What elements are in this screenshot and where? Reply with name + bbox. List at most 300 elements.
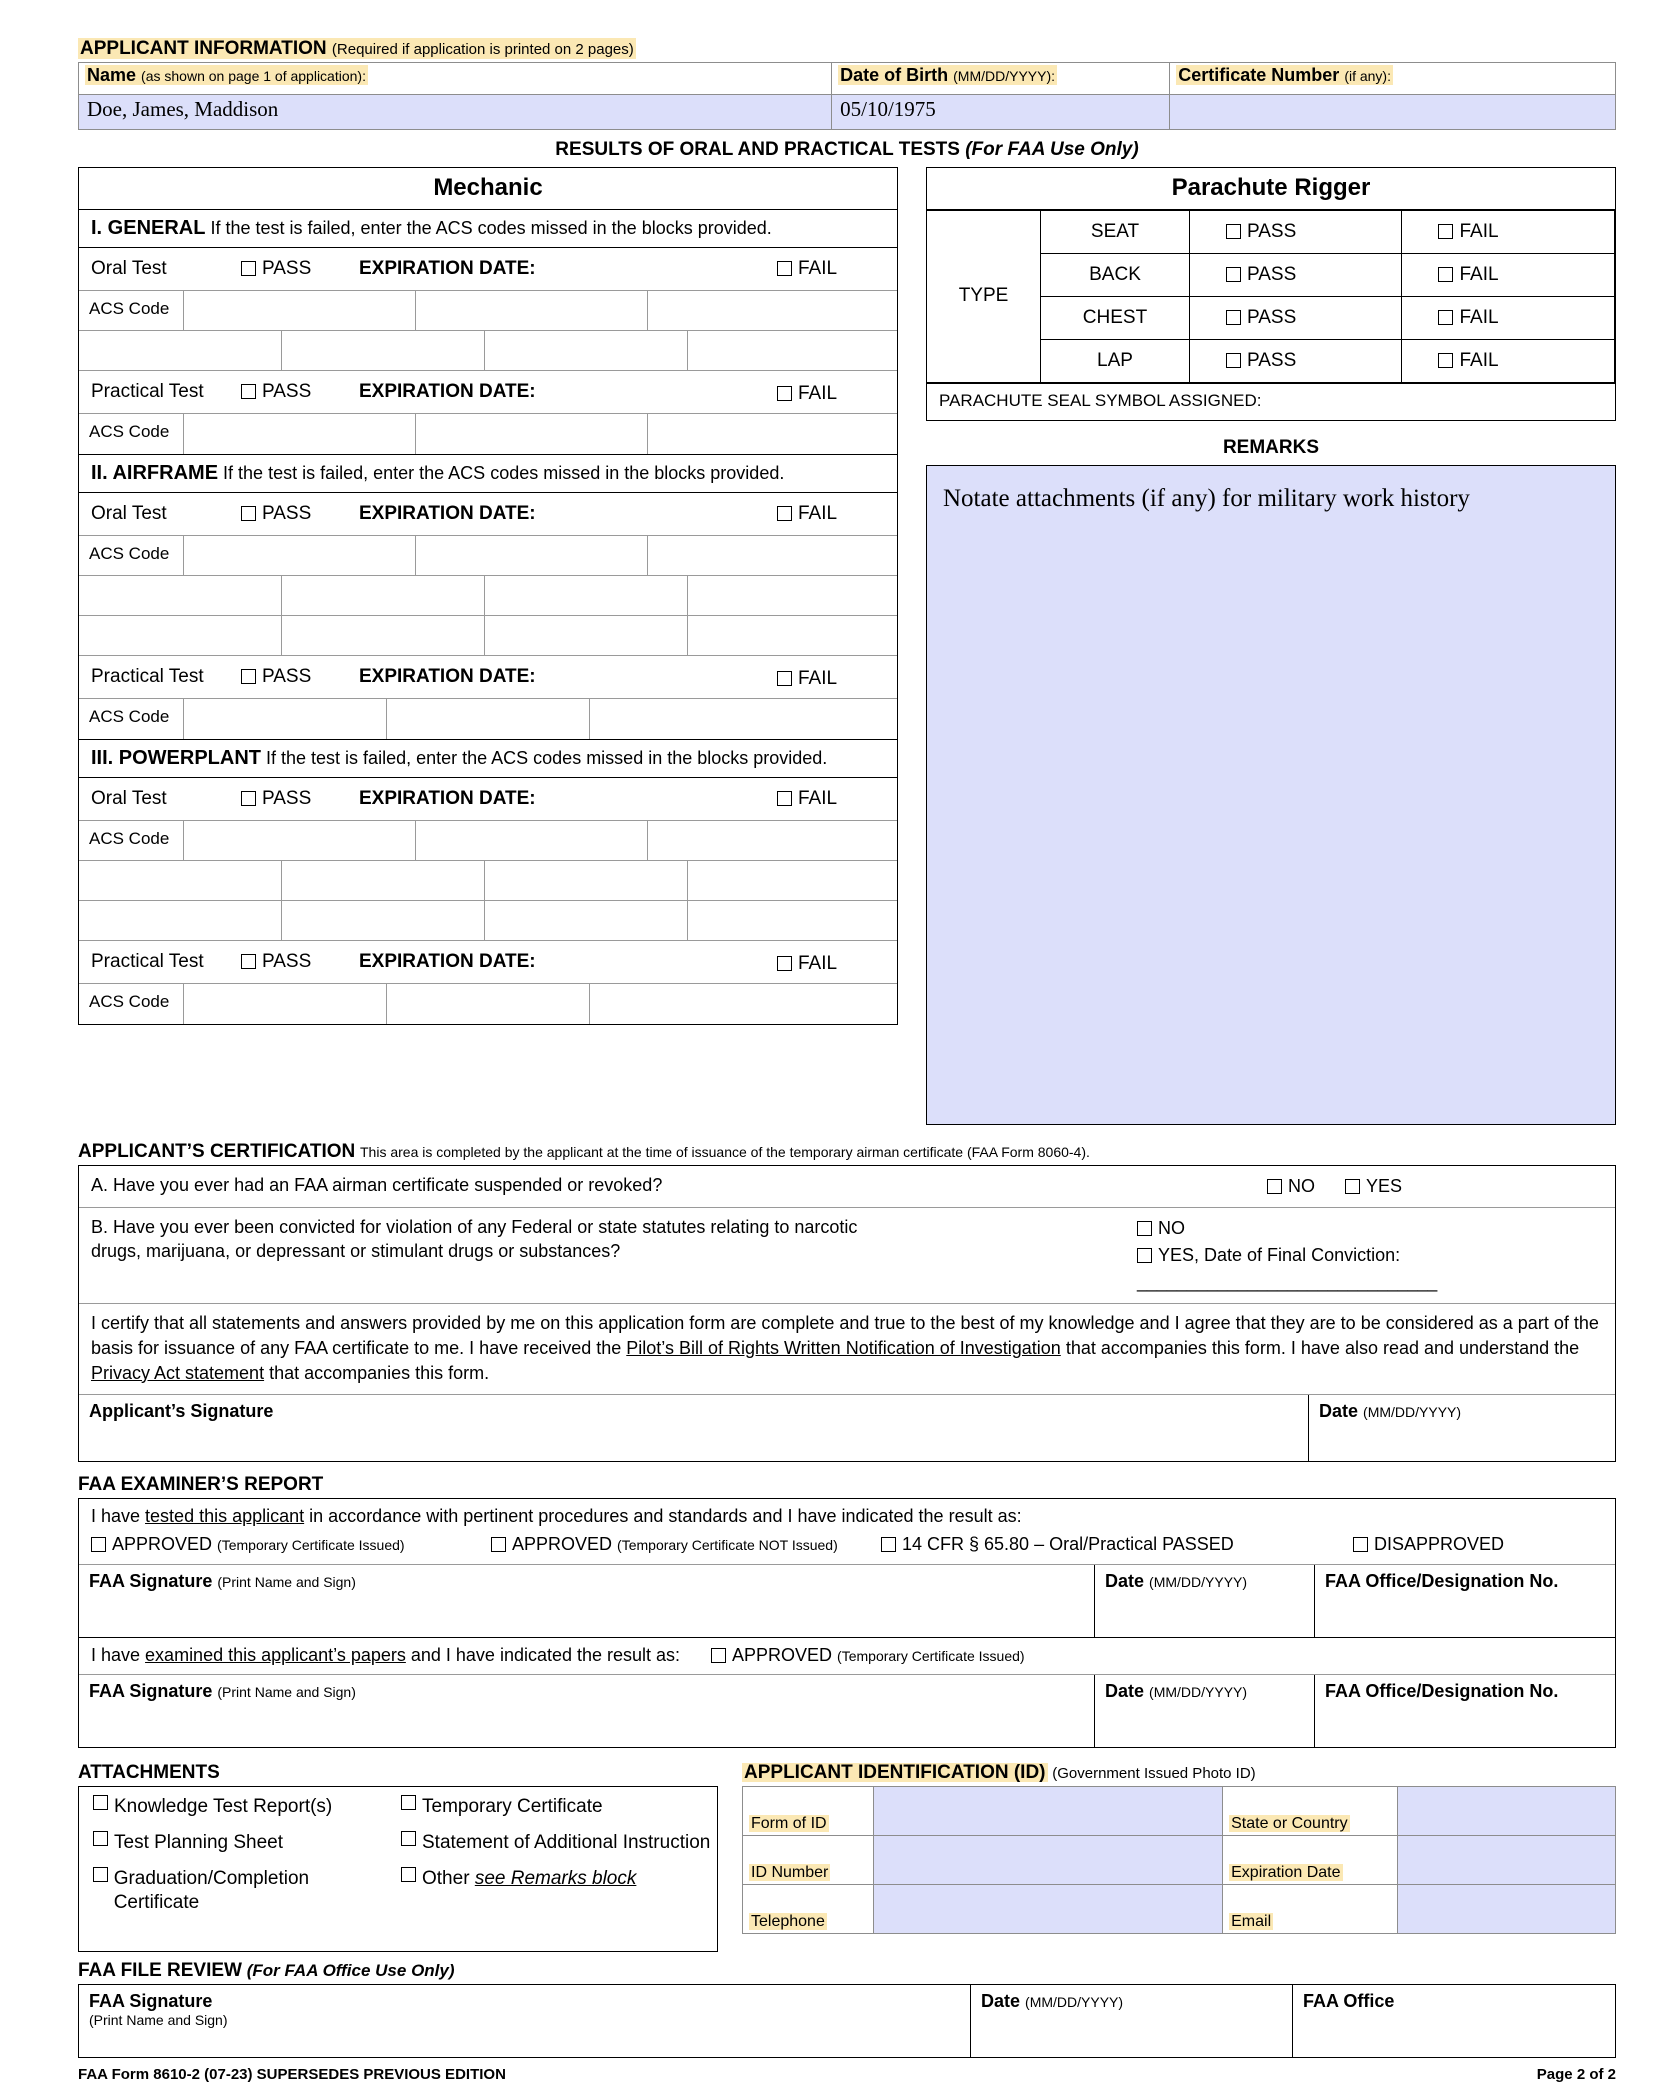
general-oral-pass-checkbox[interactable] <box>241 261 256 276</box>
telephone-label: Telephone <box>751 1913 825 1931</box>
examined-papers-link[interactable]: examined this applicant’s papers <box>145 1645 406 1666</box>
attachments-left-column <box>79 1795 393 1943</box>
airframe-oral-label: Oral Test <box>91 502 167 524</box>
examined-approved-note: (Temporary Certificate Issued) <box>837 1648 1025 1665</box>
examiner-examined-statement-row <box>79 1638 1615 1675</box>
general-oral-acs-row-1 <box>79 291 897 331</box>
airframe-practical-expiration-label: EXPIRATION DATE: <box>359 665 536 687</box>
powerplant-practical-pass-label: PASS <box>262 950 312 972</box>
attachments-column <box>78 1762 718 1952</box>
mechanic-section-powerplant-header <box>79 739 897 778</box>
powerplant-practical-acs-row-1 <box>79 984 897 1024</box>
general-oral-acs-row-2 <box>79 331 897 371</box>
section-powerplant-desc: If the test is failed, enter the ACS codes missed in the blocks provided. <box>266 747 828 768</box>
attachment-other[interactable] <box>401 1867 717 1891</box>
mechanic-section-airframe-header <box>79 454 897 493</box>
dob-label-cell <box>832 62 1170 94</box>
lap-fail-label: FAIL <box>1459 349 1499 371</box>
acs-code-cell[interactable] <box>648 414 897 454</box>
state-or-country-label: State or Country <box>1231 1815 1348 1833</box>
acs-code-cell[interactable] <box>688 576 897 616</box>
results-title <box>78 139 1616 161</box>
chest-pass-cell[interactable] <box>1190 296 1402 339</box>
powerplant-oral-expiration-label: EXPIRATION DATE: <box>359 787 536 809</box>
powerplant-practical-pass-checkbox[interactable] <box>241 954 256 969</box>
remarks-textarea[interactable]: Notate attachments (if any) for military work history <box>926 465 1616 1125</box>
dob-label: Date of Birth <box>840 64 949 85</box>
results-title-text: RESULTS OF ORAL AND PRACTICAL TESTS <box>555 138 960 160</box>
examiner-signature-field-1[interactable] <box>79 1565 1095 1637</box>
section-general-number: I. GENERAL <box>91 216 206 239</box>
faa-examiner-report-label: FAA EXAMINER’S REPORT <box>78 1474 324 1496</box>
examiner-examined-post: and I have indicated the result as: <box>405 1645 681 1666</box>
see-remarks-block-link[interactable]: see Remarks block <box>474 1867 637 1889</box>
powerplant-oral-pass-checkbox[interactable] <box>241 791 256 806</box>
examiner-option-approved-not-issued[interactable] <box>491 1534 881 1555</box>
acs-code-label: ACS Code <box>79 414 184 454</box>
examiner-signature-note-2: (Print Name and Sign) <box>217 1684 356 1701</box>
acs-code-cell[interactable] <box>485 901 688 941</box>
acs-code-cell[interactable] <box>688 901 897 941</box>
test-planning-sheet-label: Test Planning Sheet <box>114 1832 284 1854</box>
acs-code-cell[interactable] <box>184 699 387 739</box>
chest-fail-cell[interactable] <box>1402 296 1614 339</box>
attachment-statement-additional-instruction[interactable] <box>401 1831 717 1855</box>
id-number-label: ID Number <box>751 1864 829 1882</box>
applicant-date-label: Date <box>1319 1401 1359 1422</box>
section-airframe-number: II. AIRFRAME <box>91 461 219 484</box>
applicant-certification-box <box>78 1165 1616 1462</box>
applicant-information-label: APPLICANT INFORMATION <box>80 38 327 59</box>
airframe-oral-pass-checkbox[interactable] <box>241 506 256 521</box>
attachments-and-id-section <box>78 1762 1616 1952</box>
examiner-signature-label-1: FAA Signature <box>89 1571 213 1592</box>
examined-approved-label: APPROVED <box>732 1645 833 1666</box>
table-row <box>927 210 1614 253</box>
form-of-id-label: Form of ID <box>751 1815 827 1833</box>
lap-fail-checkbox[interactable] <box>1438 353 1453 368</box>
airframe-practical-pass-label: PASS <box>262 665 312 687</box>
examiner-examined-pre: I have <box>91 1645 146 1666</box>
parachute-type-label: TYPE <box>927 210 1041 382</box>
question-b-no-checkbox[interactable] <box>1137 1221 1152 1236</box>
faa-file-review-label: FAA FILE REVIEW <box>78 1960 242 1982</box>
right-column <box>926 167 1616 1125</box>
faa-examiner-report-section <box>78 1474 1616 1748</box>
acs-code-cell[interactable] <box>184 291 416 331</box>
name-input[interactable]: Doe, James, Maddison <box>79 94 832 129</box>
acs-code-cell[interactable] <box>79 331 282 371</box>
seat-fail-checkbox[interactable] <box>1438 224 1453 239</box>
applicant-certification-section <box>78 1141 1616 1462</box>
name-label-cell <box>79 62 832 94</box>
acs-code-label: ACS Code <box>79 536 184 576</box>
powerplant-oral-acs-row-1 <box>79 821 897 861</box>
acs-code-cell[interactable] <box>416 821 648 861</box>
acs-code-cell[interactable] <box>688 331 897 371</box>
examiner-signature-note-1: (Print Name and Sign) <box>217 1574 356 1591</box>
temporary-certificate-checkbox[interactable] <box>401 1795 416 1810</box>
acs-code-label: ACS Code <box>79 291 184 331</box>
back-pass-checkbox[interactable] <box>1226 267 1241 282</box>
other-attachment-checkbox[interactable] <box>401 1867 416 1882</box>
approved-issued-checkbox[interactable] <box>91 1537 106 1552</box>
examiner-office-label-1: FAA Office/Designation No. <box>1325 1571 1559 1592</box>
certification-statement-part2: that accompanies this form. I have also read and understand the <box>1060 1337 1580 1358</box>
powerplant-oral-label: Oral Test <box>91 787 167 809</box>
applicant-identification-heading <box>742 1762 1616 1784</box>
section-general-desc: If the test is failed, enter the ACS codes missed in the blocks provided. <box>210 217 772 238</box>
acs-code-cell[interactable] <box>485 331 688 371</box>
question-a-yes-label: YES <box>1366 1175 1403 1196</box>
faa-file-review-heading <box>78 1960 1616 1982</box>
form-identifier: FAA Form 8610-2 (07-23) SUPERSEDES PREVIOUS EDITION <box>78 2066 506 2084</box>
airframe-practical-fail-label: FAIL <box>798 667 838 689</box>
acs-code-cell[interactable] <box>416 414 648 454</box>
graduation-certificate-checkbox[interactable] <box>93 1867 108 1882</box>
statement-additional-instruction-label: Statement of Additional Instruction <box>422 1832 711 1854</box>
examiner-option-disapproved[interactable] <box>1353 1534 1603 1555</box>
powerplant-oral-acs-row-2 <box>79 861 897 901</box>
form-of-id-label-cell <box>743 1787 874 1836</box>
approved-not-issued-label: APPROVED <box>512 1534 613 1555</box>
cfr-passed-checkbox[interactable] <box>881 1537 896 1552</box>
powerplant-oral-test-row <box>79 778 897 821</box>
results-section <box>78 167 1616 1125</box>
general-practical-fail-label: FAIL <box>798 382 838 404</box>
certification-question-b-text <box>91 1215 1127 1296</box>
acs-code-cell[interactable] <box>184 821 416 861</box>
file-review-office-label: FAA Office <box>1303 1991 1395 2012</box>
certification-statement-part3: that accompanies this form. <box>264 1362 490 1383</box>
general-practical-label: Practical Test <box>91 380 204 402</box>
general-practical-test-row <box>79 371 897 414</box>
email-label-cell <box>1223 1885 1398 1934</box>
applicant-certification-note: This area is completed by the applicant at the time of issuance of the temporary airman certificate (FAA Form 8060-4). <box>360 1143 1090 1160</box>
approved-issued-label: APPROVED <box>112 1534 213 1555</box>
powerplant-oral-pass-label: PASS <box>262 787 312 809</box>
chest-fail-label: FAIL <box>1459 306 1499 328</box>
general-oral-expiration-label: EXPIRATION DATE: <box>359 257 536 279</box>
applicant-information-table <box>78 62 1616 130</box>
applicant-information-note: (Required if application is printed on 2 pages) <box>331 41 634 58</box>
attachments-heading <box>78 1762 718 1784</box>
acs-code-cell[interactable] <box>485 861 688 901</box>
parachute-type-seat: SEAT <box>1041 210 1190 253</box>
general-oral-label: Oral Test <box>91 257 167 279</box>
attachments-box <box>78 1786 718 1952</box>
certification-question-a-row <box>79 1166 1615 1208</box>
certification-statement <box>79 1304 1615 1395</box>
examiner-examined-option[interactable] <box>711 1645 1603 1666</box>
faa-file-review-box <box>78 1984 1616 2058</box>
back-pass-label: PASS <box>1247 263 1297 285</box>
airframe-oral-fail-checkbox[interactable] <box>777 506 792 521</box>
general-practical-pass-label: PASS <box>262 380 312 402</box>
acs-code-cell[interactable] <box>648 821 897 861</box>
question-b-yes-label: YES, Date of Final Conviction: ______________________________ <box>1137 1244 1438 1292</box>
acs-code-cell[interactable] <box>590 699 897 739</box>
seat-fail-label: FAIL <box>1459 220 1499 242</box>
examined-approved-checkbox[interactable] <box>711 1648 726 1663</box>
certification-statement-part1: I certify that all statements and answers provided by me on this application form are complete and true to the best of my knowledge and I agree that they are to be considered as a part of the basis for issuance of any FAA certificate to me. I have received the <box>91 1312 1599 1358</box>
seat-pass-cell[interactable] <box>1190 210 1402 253</box>
attachment-test-planning-sheet[interactable] <box>93 1831 393 1855</box>
applicant-certification-label: APPLICANT’S CERTIFICATION <box>78 1140 356 1162</box>
privacy-act-statement-link[interactable]: Privacy Act statement <box>91 1362 265 1383</box>
examiner-signature-label-2: FAA Signature <box>89 1681 213 1702</box>
airframe-practical-label: Practical Test <box>91 665 204 687</box>
back-fail-cell[interactable] <box>1402 253 1614 296</box>
acs-code-label: ACS Code <box>79 699 184 739</box>
certification-question-a-options <box>1257 1173 1607 1200</box>
remarks-title: REMARKS <box>1222 436 1319 458</box>
parachute-type-chest: CHEST <box>1041 296 1190 339</box>
applicant-identification-table <box>742 1786 1616 1934</box>
examiner-date-field-2[interactable] <box>1095 1675 1315 1747</box>
attachment-knowledge-test-report[interactable] <box>93 1795 393 1819</box>
acs-code-cell[interactable] <box>184 414 416 454</box>
general-oral-fail-label: FAIL <box>798 257 838 279</box>
file-review-date-field[interactable] <box>971 1985 1293 2057</box>
acs-code-cell[interactable] <box>688 616 897 656</box>
approved-issued-note: (Temporary Certificate Issued) <box>217 1537 405 1554</box>
results-title-note: (For FAA Use Only) <box>965 138 1139 160</box>
email-input[interactable] <box>1397 1885 1615 1934</box>
back-pass-cell[interactable] <box>1190 253 1402 296</box>
examiner-option-approved-issued[interactable] <box>91 1534 491 1555</box>
examiner-signature-row-1 <box>79 1565 1615 1638</box>
powerplant-oral-acs-row-3 <box>79 901 897 941</box>
knowledge-test-report-checkbox[interactable] <box>93 1795 108 1810</box>
certification-question-b-row <box>79 1208 1615 1304</box>
attachments-label: ATTACHMENTS <box>78 1762 220 1784</box>
examiner-office-field-1[interactable] <box>1315 1565 1615 1637</box>
examiner-option-cfr-passed[interactable] <box>881 1534 1353 1555</box>
acs-code-label: ACS Code <box>79 821 184 861</box>
acs-code-label: ACS Code <box>79 984 184 1024</box>
table-row <box>743 1885 1616 1934</box>
examiner-office-field-2[interactable] <box>1315 1675 1615 1747</box>
table-row <box>743 1836 1616 1885</box>
applicant-date-note: (MM/DD/YYYY) <box>1363 1404 1462 1421</box>
powerplant-practical-fail-checkbox[interactable] <box>777 956 792 971</box>
test-planning-sheet-checkbox[interactable] <box>93 1831 108 1846</box>
general-oral-fail-checkbox[interactable] <box>777 261 792 276</box>
question-a-no-checkbox[interactable] <box>1267 1179 1282 1194</box>
examiner-date-label-2: Date <box>1105 1681 1145 1702</box>
acs-code-cell[interactable] <box>590 984 897 1024</box>
lap-fail-cell[interactable] <box>1402 339 1614 382</box>
approved-not-issued-note: (Temporary Certificate NOT Issued) <box>617 1537 838 1554</box>
id-number-input[interactable] <box>873 1836 1222 1885</box>
faa-examiner-report-box <box>78 1498 1616 1748</box>
page-footer <box>78 2066 1616 2083</box>
form-of-id-input[interactable] <box>873 1787 1222 1836</box>
chest-pass-label: PASS <box>1247 306 1297 328</box>
attachment-graduation-certificate[interactable] <box>93 1867 393 1915</box>
applicant-signature-date-field[interactable] <box>1309 1395 1615 1461</box>
certificate-number-note: (if any): <box>1344 67 1391 84</box>
telephone-input[interactable] <box>873 1885 1222 1934</box>
acs-code-cell[interactable] <box>387 984 590 1024</box>
attachment-temporary-certificate[interactable] <box>401 1795 717 1819</box>
airframe-practical-pass-checkbox[interactable] <box>241 669 256 684</box>
general-practical-pass-checkbox[interactable] <box>241 384 256 399</box>
acs-code-cell[interactable] <box>485 616 688 656</box>
acs-code-cell[interactable] <box>79 616 282 656</box>
section-airframe-desc: If the test is failed, enter the ACS codes missed in the blocks provided. <box>223 462 785 483</box>
examiner-date-note-1: (MM/DD/YYYY) <box>1149 1574 1248 1591</box>
applicant-signature-field[interactable] <box>79 1395 1309 1461</box>
certificate-number-input[interactable] <box>1170 94 1616 129</box>
file-review-office-field[interactable] <box>1293 1985 1615 2057</box>
lap-pass-checkbox[interactable] <box>1226 353 1241 368</box>
expiration-date-label: Expiration Date <box>1231 1864 1341 1882</box>
attachments-right-column <box>393 1795 717 1943</box>
state-or-country-input[interactable] <box>1397 1787 1615 1836</box>
powerplant-practical-test-row <box>79 941 897 984</box>
acs-code-cell[interactable] <box>79 576 282 616</box>
cfr-passed-label: 14 CFR § 65.80 – Oral/Practical PASSED <box>902 1534 1234 1555</box>
acs-code-cell[interactable] <box>79 861 282 901</box>
file-review-date-note: (MM/DD/YYYY) <box>1025 1994 1124 2011</box>
acs-code-cell[interactable] <box>282 616 485 656</box>
acs-code-cell[interactable] <box>79 901 282 941</box>
state-country-label-cell <box>1223 1787 1398 1836</box>
acs-code-cell[interactable] <box>282 331 485 371</box>
file-review-signature-field[interactable] <box>79 1985 971 2057</box>
general-practical-fail-checkbox[interactable] <box>777 386 792 401</box>
acs-code-cell[interactable] <box>648 536 897 576</box>
lap-pass-label: PASS <box>1247 349 1297 371</box>
examiner-date-label-1: Date <box>1105 1571 1145 1592</box>
question-a-yes-checkbox[interactable] <box>1345 1179 1360 1194</box>
acs-code-cell[interactable] <box>387 699 590 739</box>
knowledge-test-report-label: Knowledge Test Report(s) <box>114 1796 333 1818</box>
seat-pass-label: PASS <box>1247 220 1297 242</box>
examiner-date-field-1[interactable] <box>1095 1565 1315 1637</box>
powerplant-practical-fail-label: FAIL <box>798 952 838 974</box>
disapproved-checkbox[interactable] <box>1353 1537 1368 1552</box>
graduation-certificate-label: Graduation/Completion Certificate <box>113 1867 310 1913</box>
mechanic-panel-title: Mechanic <box>79 168 897 210</box>
faa-examiner-report-heading <box>78 1474 1616 1496</box>
general-oral-test-row <box>79 248 897 291</box>
acs-code-cell[interactable] <box>184 536 416 576</box>
table-row <box>743 1787 1616 1836</box>
statement-additional-instruction-checkbox[interactable] <box>401 1831 416 1846</box>
applicant-identification-label: APPLICANT IDENTIFICATION (ID) <box>744 1762 1046 1784</box>
file-review-signature-label: FAA Signature <box>89 1991 213 2012</box>
airframe-oral-fail-label: FAIL <box>798 502 838 524</box>
parachute-rigger-table <box>927 210 1615 383</box>
acs-code-cell[interactable] <box>485 576 688 616</box>
airframe-practical-test-row <box>79 656 897 699</box>
acs-code-cell[interactable] <box>282 576 485 616</box>
parachute-rigger-title: Parachute Rigger <box>927 168 1615 210</box>
page-number: Page 2 of 2 <box>1536 2066 1616 2084</box>
examiner-signature-row-2 <box>79 1675 1615 1747</box>
airframe-practical-fail-checkbox[interactable] <box>777 671 792 686</box>
examiner-examined-statement <box>91 1645 711 1666</box>
acs-code-cell[interactable] <box>416 291 648 331</box>
dob-note: (MM/DD/YYYY): <box>953 67 1056 84</box>
chest-pass-checkbox[interactable] <box>1226 310 1241 325</box>
approved-not-issued-checkbox[interactable] <box>491 1537 506 1552</box>
examiner-tested-pre: I have <box>91 1506 146 1527</box>
applicant-signature-label: Applicant’s Signature <box>89 1401 274 1422</box>
question-b-yes-checkbox[interactable] <box>1137 1248 1152 1263</box>
other-attachment-label: Other <box>422 1867 475 1889</box>
acs-code-cell[interactable] <box>688 861 897 901</box>
general-practical-acs-row-1 <box>79 414 897 454</box>
applicant-identification-note: (Government Issued Photo ID) <box>1052 1765 1256 1783</box>
seat-pass-checkbox[interactable] <box>1226 224 1241 239</box>
acs-code-cell[interactable] <box>648 291 897 331</box>
acs-code-cell[interactable] <box>416 536 648 576</box>
acs-code-cell[interactable] <box>282 901 485 941</box>
faa-file-review-section <box>78 1960 1616 2058</box>
airframe-oral-expiration-label: EXPIRATION DATE: <box>359 502 536 524</box>
email-label: Email <box>1231 1913 1272 1931</box>
certification-question-b-options <box>1127 1215 1607 1296</box>
back-fail-label: FAIL <box>1459 263 1499 285</box>
applicant-signature-row <box>79 1395 1615 1461</box>
parachute-type-lap: LAP <box>1041 339 1190 382</box>
powerplant-practical-expiration-label: EXPIRATION DATE: <box>359 950 536 972</box>
powerplant-oral-fail-label: FAIL <box>798 787 838 809</box>
examiner-office-label-2: FAA Office/Designation No. <box>1325 1681 1559 1702</box>
certification-question-b-line2: drugs, marijuana, or depressant or stimulant drugs or substances? <box>91 1241 621 1262</box>
airframe-oral-pass-label: PASS <box>262 502 312 524</box>
parachute-rigger-panel <box>926 167 1616 421</box>
back-fail-checkbox[interactable] <box>1438 267 1453 282</box>
general-oral-pass-label: PASS <box>262 257 312 279</box>
expiration-date-label-cell <box>1223 1836 1398 1885</box>
pilots-bill-of-rights-link[interactable]: Pilot’s Bill of Rights Written Notification of Investigation <box>626 1337 1061 1358</box>
examiner-signature-field-2[interactable] <box>79 1675 1095 1747</box>
examiner-result-options <box>79 1530 1615 1565</box>
parachute-type-back: BACK <box>1041 253 1190 296</box>
airframe-oral-test-row <box>79 493 897 536</box>
faa-file-review-note: (For FAA Office Use Only) <box>246 1961 455 1981</box>
acs-code-cell[interactable] <box>282 861 485 901</box>
airframe-practical-acs-row-1 <box>79 699 897 739</box>
mechanic-panel <box>78 167 898 1025</box>
chest-fail-checkbox[interactable] <box>1438 310 1453 325</box>
name-note: (as shown on page 1 of application): <box>141 67 366 84</box>
airframe-oral-acs-row-2 <box>79 576 897 616</box>
general-practical-expiration-label: EXPIRATION DATE: <box>359 380 536 402</box>
id-number-label-cell <box>743 1836 874 1885</box>
dob-input[interactable]: 05/10/1975 <box>832 94 1170 129</box>
expiration-date-input[interactable] <box>1397 1836 1615 1885</box>
acs-code-cell[interactable] <box>184 984 387 1024</box>
examiner-date-note-2: (MM/DD/YYYY) <box>1149 1684 1248 1701</box>
certificate-number-label-cell <box>1170 62 1616 94</box>
powerplant-oral-fail-checkbox[interactable] <box>777 791 792 806</box>
seat-fail-cell[interactable] <box>1402 210 1614 253</box>
applicant-certification-heading <box>78 1141 1616 1163</box>
parachute-seal-symbol-field[interactable] <box>927 383 1615 420</box>
file-review-date-label: Date <box>981 1991 1021 2012</box>
tested-this-applicant-link[interactable]: tested this applicant <box>145 1506 305 1527</box>
applicant-information-heading <box>78 38 1616 60</box>
lap-pass-cell[interactable] <box>1190 339 1402 382</box>
certificate-number-label: Certificate Number <box>1178 64 1340 85</box>
file-review-signature-note: (Print Name and Sign) <box>89 2012 228 2029</box>
